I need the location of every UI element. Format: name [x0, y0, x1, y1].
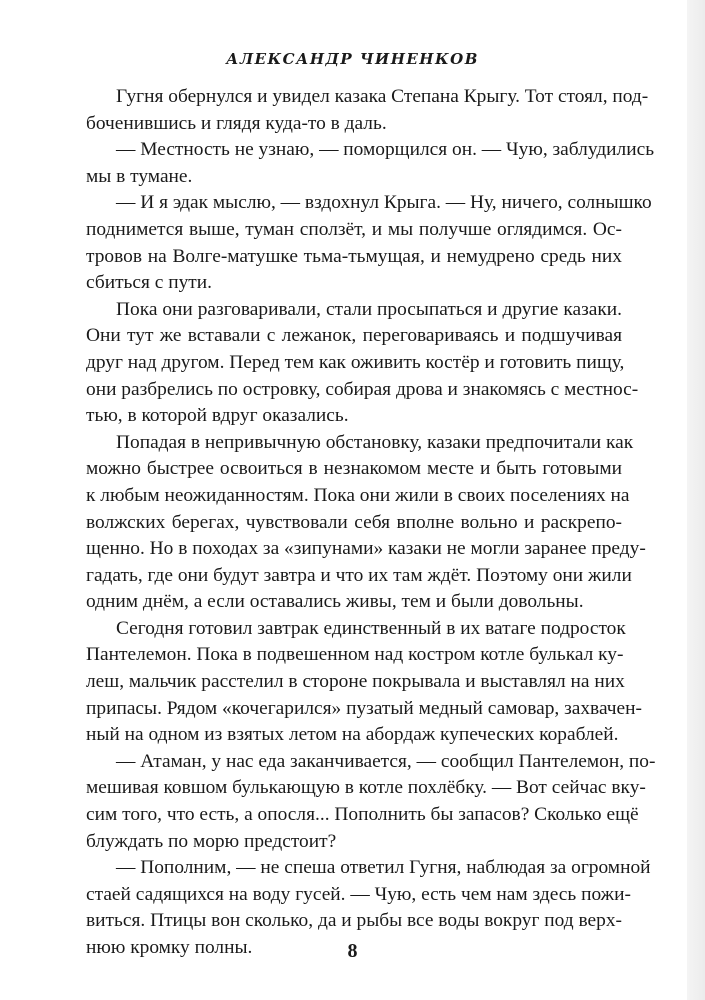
text-line: леш, мальчик расстелил в стороне покрывала и выставлял на них [86, 671, 625, 693]
page-body-text [86, 84, 656, 962]
text-line: стаей садящихся на воду гусей. — Чую, есть чем нам здесь пожи- [86, 883, 631, 905]
text-line: виться. Птицы вон сколько, да и рыбы все воды вокруг под верх- [86, 910, 622, 932]
paragraph [86, 84, 649, 137]
text-line: — Местность не узнаю, — поморщился он. — Чую, заблудились [116, 139, 655, 161]
paragraph [86, 297, 639, 430]
text-line: волжских берегах, чувствовали себя вполне вольно и раскрепо- [86, 511, 622, 533]
text-line: они разбрелись по островку, собирая дрова и знакомясь с местнос- [86, 378, 639, 400]
page-edge-shadow [687, 0, 705, 1000]
text-line: блуждать по морю предстоит? [86, 830, 337, 852]
text-line: Попадая в непривычную обстановку, казаки предпочитали как [116, 431, 634, 453]
text-line: Они тут же вставали с лежанок, переговариваясь и подшучивая [86, 325, 622, 347]
text-line: тровов на Волге-матушке тьма-тьмущая, и немудрено средь них [86, 245, 622, 267]
paragraph [86, 616, 642, 749]
text-line: гадать, где они будут завтра и что их там ждёт. Поэтому они жили [86, 564, 632, 586]
page-number: 8 [347, 940, 358, 962]
text-line: Гугня обернулся и увидел казака Степана Крыгу. Тот стоял, под- [116, 86, 649, 107]
text-line: тью, в которой вдруг оказались. [86, 405, 349, 427]
paragraph [86, 137, 655, 190]
text-line: — И я эдак мыслю, — вздохнул Крыга. — Ну, ничего, солнышко [116, 192, 652, 214]
text-line: — Атаман, у нас еда заканчивается, — сообщил Пантелемон, по- [116, 750, 656, 772]
text-line: Пока они разговаривали, стали просыпаться и другие казаки. [116, 298, 622, 320]
text-line: нюю кромку полны. [86, 937, 253, 958]
text-line: щенно. Но в походах за «зипунами» казаки не могли заранее преду- [86, 538, 646, 560]
text-line: Пантелемон. Пока в подвешенном над костром котле булькал ку- [86, 644, 624, 666]
text-line: друг над другом. Перед тем как оживить костёр и готовить пищу, [86, 351, 625, 373]
text-line: сим того, что есть, а опосля... Пополнить бы запасов? Сколько ещё [86, 804, 639, 826]
text-line: поднимется выше, туман сползёт, и мы получше оглядимся. Ос- [86, 218, 622, 240]
text-line: боченившись и глядя куда-то в даль. [86, 112, 387, 134]
paragraph [86, 749, 656, 855]
text-line: к любым неожиданностям. Пока они жили в своих поселениях на [86, 484, 630, 506]
text-line: ный на одном из взятых летом на абордаж купеческих кораблей. [86, 724, 619, 746]
text-line: мы в тумане. [86, 165, 193, 187]
text-line: сбиться с пути. [86, 272, 213, 294]
text-line: припасы. Рядом «кочегарился» пузатый медный самовар, захвачен- [86, 697, 642, 719]
text-line: одним днём, а если оставались живы, тем и были довольны. [86, 591, 584, 613]
text-line: можно быстрее освоиться в незнакомом месте и быть готовыми [86, 458, 622, 480]
text-line: Сегодня готовил завтрак единственный в их ватаге подросток [116, 617, 626, 639]
paragraph [86, 190, 652, 296]
running-header: АЛЕКСАНДР ЧИНЕНКОВ [226, 50, 479, 68]
text-line: — Пополним, — не спеша ответил Гугня, наблюдая за огромной [116, 857, 651, 879]
paragraph [86, 430, 646, 616]
text-line: мешивая ковшом булькающую в котле похлёбку. — Вот сейчас вку- [86, 777, 646, 799]
